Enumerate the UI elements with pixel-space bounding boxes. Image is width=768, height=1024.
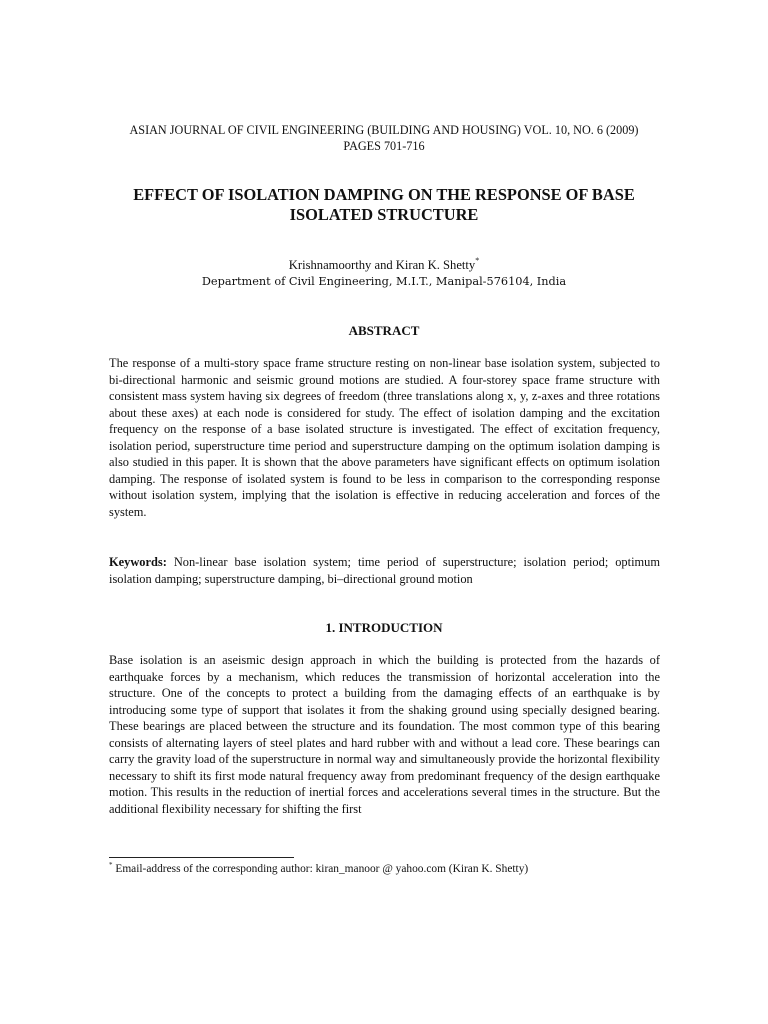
author-names-line bbox=[0, 257, 768, 273]
paper-title-line-2: ISOLATED STRUCTURE bbox=[289, 205, 479, 224]
footnote-marker: * bbox=[109, 861, 113, 869]
footnote-divider bbox=[109, 857, 294, 858]
paper-title-line-1: EFFECT OF ISOLATION DAMPING ON THE RESPONSE OF BASE bbox=[133, 185, 635, 204]
keywords-label: Keywords: bbox=[109, 555, 167, 569]
keywords-text: Non-linear base isolation system; time period of superstructure; isolation period; optimum isolation damping; superstructure damping, bi–directional ground motion bbox=[109, 555, 660, 586]
journal-pages-line: PAGES 701-716 bbox=[343, 139, 425, 153]
introduction-heading: 1. INTRODUCTION bbox=[325, 620, 443, 635]
keywords-paragraph bbox=[109, 554, 660, 587]
journal-header-line-1: ASIAN JOURNAL OF CIVIL ENGINEERING (BUILDING AND HOUSING) VOL. 10, NO. 6 (2009) bbox=[129, 123, 639, 137]
footnote bbox=[109, 862, 669, 877]
abstract-text: The response of a multi-story space frame structure resting on non-linear base isolation system, subjected to bi-directional harmonic and seismic ground motions are studied. A four-storey space frame structure with consistent mass system having six degrees of freedom (three translations along x, y, z-axes and three rotations about these axes) at each node is considered for study. The effect of isolation damping and the excitation frequency on the response of a base isolated structure is investigated. The effect of excitation frequency, isolation period, superstructure time period and superstructure damping on the optimum isolation damping is also studied in this paper. It is shown that the above parameters have significant effects on optimum isolation damping. The response of isolated system is found to be less in comparison to the corresponding response without isolation system, implying that the isolation is effective in reducing acceleration and forces of the system. bbox=[109, 356, 660, 519]
footnote-text: Email-address of the corresponding author: kiran_manoor @ yahoo.com (Kiran K. Shetty) bbox=[115, 863, 529, 875]
abstract-heading: ABSTRACT bbox=[348, 323, 420, 338]
introduction-text: Base isolation is an aseismic design approach in which the building is protected from the hazards of earthquake forces by a mechanism, which reduces the transmission of horizontal acceleration into the structure. One of the concepts to protect a building from the damaging effects of an earthquake is by introducing some type of support that isolates it from the shaking ground using specially designed bearing. These bearings are placed between the structure and its foundation. The most common type of this bearing consists of alternating layers of steel plates and hard rubber with and without a lead core. These bearings can carry the gravity load of the superstructure in normal way and simultaneously provide the horizontal flexibility necessary to shift its first mode natural frequency away from predominant frequency of the design earthquake motion. This results in the reduction of inertial forces and accelerations several times in the structure. But the additional flexibility necessary for shifting the first bbox=[109, 653, 660, 816]
author-names: Krishnamoorthy and Kiran K. Shetty bbox=[288, 258, 476, 272]
author-footnote-marker: * bbox=[475, 256, 480, 265]
author-affiliation: Department of Civil Engineering, M.I.T., Manipal-576104, India bbox=[201, 275, 567, 288]
